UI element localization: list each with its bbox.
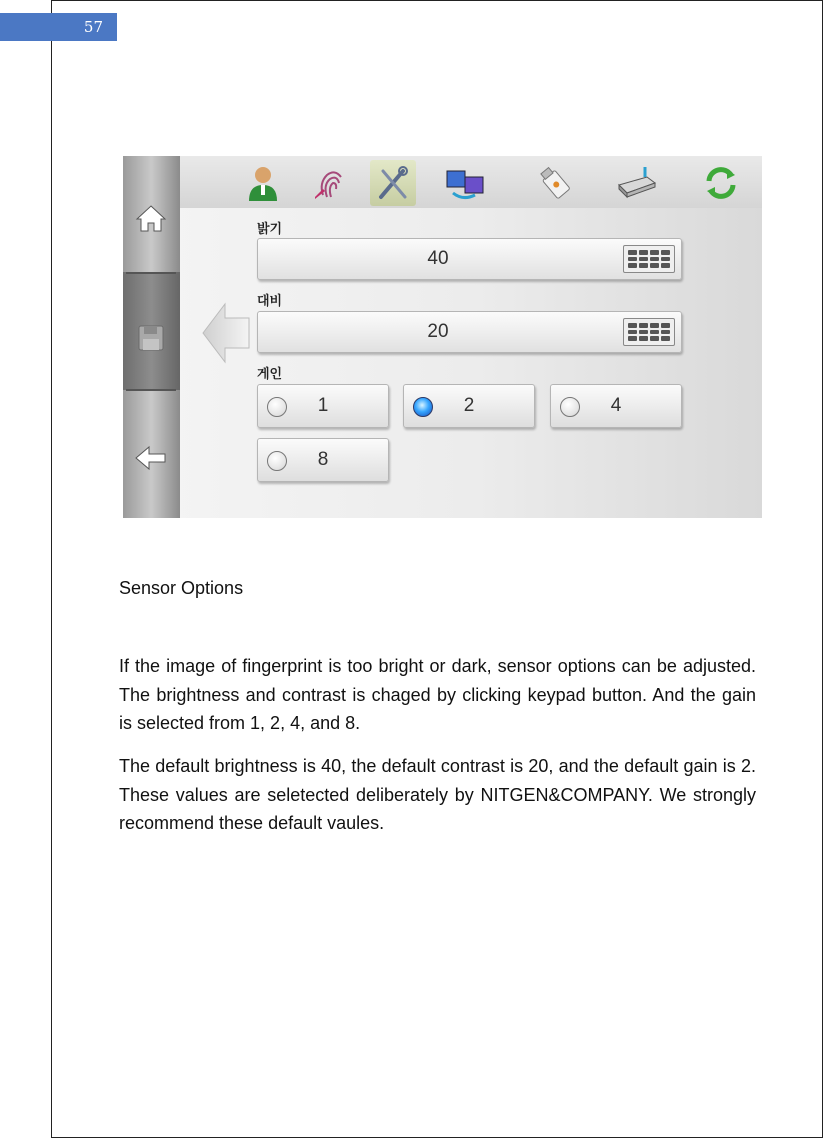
settings-tab[interactable] xyxy=(370,160,416,206)
previous-panel-arrow-icon[interactable] xyxy=(201,298,251,368)
gain-radio[interactable] xyxy=(560,397,580,417)
figure-caption: Sensor Options xyxy=(119,578,244,598)
home-icon xyxy=(135,202,167,234)
brightness-label: 밝기 xyxy=(257,222,283,237)
gain-radio[interactable] xyxy=(267,451,287,471)
gain-radio-selected[interactable] xyxy=(413,397,433,417)
user-tab[interactable] xyxy=(240,160,286,206)
user-icon xyxy=(243,163,283,203)
rail-divider xyxy=(126,272,176,274)
contrast-label: 대비 xyxy=(257,294,283,309)
gain-option-label: 1 xyxy=(317,395,329,416)
contrast-keypad-button[interactable] xyxy=(623,318,675,346)
gain-option-label: 4 xyxy=(610,395,622,416)
gain-option-4[interactable] xyxy=(550,384,682,428)
fingerprint-tab[interactable] xyxy=(308,160,354,206)
gain-option-label: 2 xyxy=(463,395,475,416)
rail-divider xyxy=(126,389,176,391)
back-icon xyxy=(134,443,168,473)
paragraph-2: The default brightness is 40, the default contrast is 20, and the default gain is 2. These values are seletected deliberately by NITGEN&COMPANY. We strongly recommend these default vaules. xyxy=(119,756,756,833)
ethernet-icon xyxy=(615,163,659,203)
device-screenshot xyxy=(123,156,762,518)
gain-radio[interactable] xyxy=(267,397,287,417)
usb-tab[interactable] xyxy=(532,160,578,206)
fingerprint-icon xyxy=(311,163,351,203)
network-tab[interactable] xyxy=(442,160,488,206)
brightness-value: 40 xyxy=(427,248,449,269)
back-button[interactable] xyxy=(131,438,171,478)
contrast-field[interactable] xyxy=(257,311,682,353)
save-icon xyxy=(136,323,166,353)
gain-option-1[interactable] xyxy=(257,384,389,428)
page-number: 57 xyxy=(0,13,117,41)
refresh-tab[interactable] xyxy=(698,160,744,206)
gain-option-8[interactable] xyxy=(257,438,389,482)
network-icon xyxy=(443,163,487,203)
ethernet-tab[interactable] xyxy=(614,160,660,206)
gain-option-2[interactable] xyxy=(403,384,535,428)
save-button[interactable] xyxy=(131,318,171,358)
usb-icon xyxy=(535,163,575,203)
refresh-icon xyxy=(701,163,741,203)
paragraph-1: If the image of fingerprint is too bright or dark, sensor options can be adjusted. The brightness and contrast is chaged by clicking keypad button. And the gain is selected from 1, 2, 4, and 8. xyxy=(119,656,756,733)
brightness-keypad-button[interactable] xyxy=(623,245,675,273)
brightness-field[interactable] xyxy=(257,238,682,280)
gain-option-label: 8 xyxy=(317,449,329,470)
gain-label: 게인 xyxy=(257,367,283,382)
home-button[interactable] xyxy=(131,198,171,238)
side-rail xyxy=(123,156,180,518)
top-toolbar xyxy=(180,156,762,208)
tools-icon xyxy=(373,163,413,203)
contrast-value: 20 xyxy=(427,321,449,342)
